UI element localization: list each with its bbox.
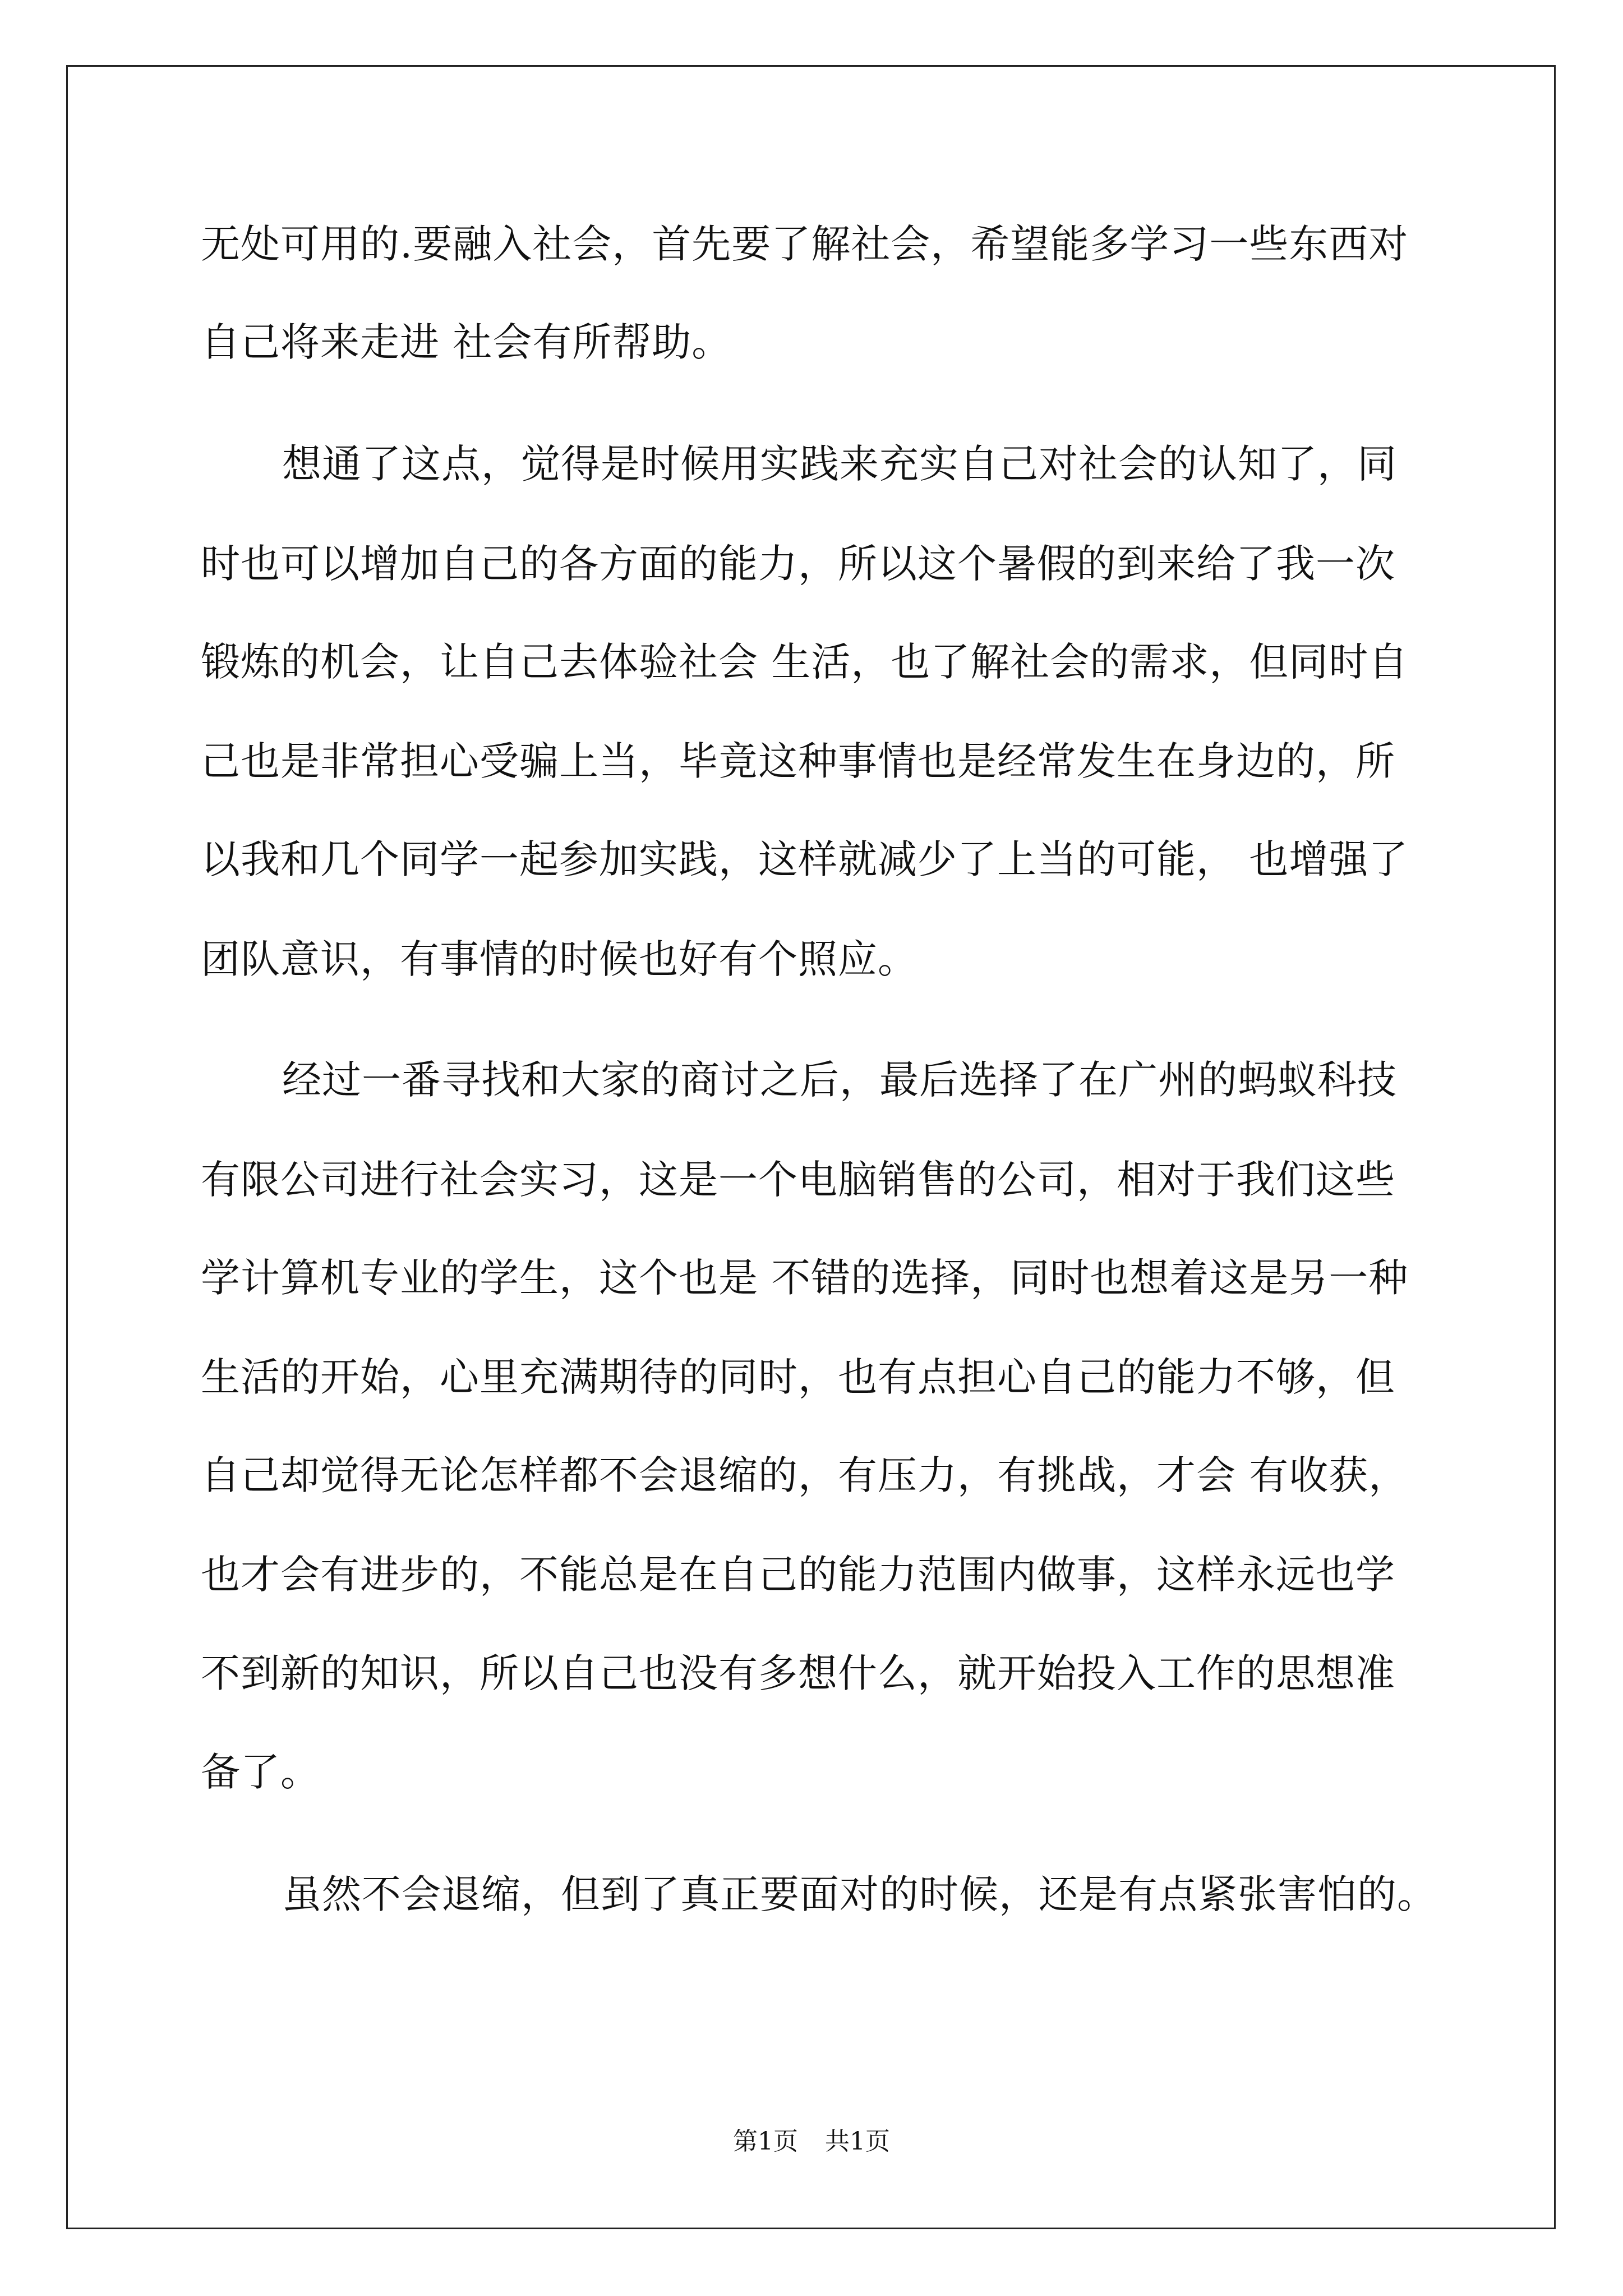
paragraph-first-line: 虽然不会退缩，但到了真正要面对的时候，还是有点紧张害怕的。 xyxy=(282,1871,1437,1917)
page-number: 第1页 xyxy=(733,2127,798,2156)
text-line: 有限公司进行社会实习，这是一个电脑销售的公司，相对于我们这些 xyxy=(201,1157,1395,1203)
text-line: 时也可以增加自己的各方面的能力，所以这个暑假的到来给了我一次 xyxy=(201,541,1395,587)
text-line: 无处可用的.要融入社会，首先要了解社会，希望能多学习一些东西对 xyxy=(201,221,1409,267)
text-line: 以我和几个同学一起参加实践，这样就减少了上当的可能， 也增强了 xyxy=(201,836,1409,882)
page-total: 共1页 xyxy=(825,2127,890,2156)
text-line: 不到新的知识，所以自己也没有多想什么，就开始投入工作的思想准 xyxy=(201,1650,1395,1696)
text-line: 自己却觉得无论怎样都不会退缩的，有压力，有挑战，才会 有收获， xyxy=(201,1452,1409,1498)
text-line: 己也是非常担心受骗上当，毕竟这种事情也是经常发生在身边的，所 xyxy=(201,738,1395,784)
page-footer xyxy=(0,2129,1623,2154)
text-line: 学计算机专业的学生，这个也是 不错的选择，同时也想着这是另一种 xyxy=(201,1255,1409,1301)
text-line: 备了。 xyxy=(201,1749,320,1795)
paragraph-first-line: 经过一番寻找和大家的商讨之后，最后选择了在广州的蚂蚁科技 xyxy=(282,1057,1397,1103)
text-line: 自己将来走进 社会有所帮助。 xyxy=(201,319,732,365)
text-line: 锻炼的机会，让自己去体验社会 生活，也了解社会的需求，但同时自 xyxy=(201,639,1409,685)
text-line: 团队意识，有事情的时候也好有个照应。 xyxy=(201,936,917,982)
text-line: 生活的开始，心里充满期待的同时，也有点担心自己的能力不够，但 xyxy=(201,1354,1395,1400)
paragraph-first-line: 想通了这点，觉得是时候用实践来充实自己对社会的认知了，同 xyxy=(282,441,1397,487)
text-line: 也才会有进步的，不能总是在自己的能力范围内做事，这样永远也学 xyxy=(201,1552,1395,1598)
